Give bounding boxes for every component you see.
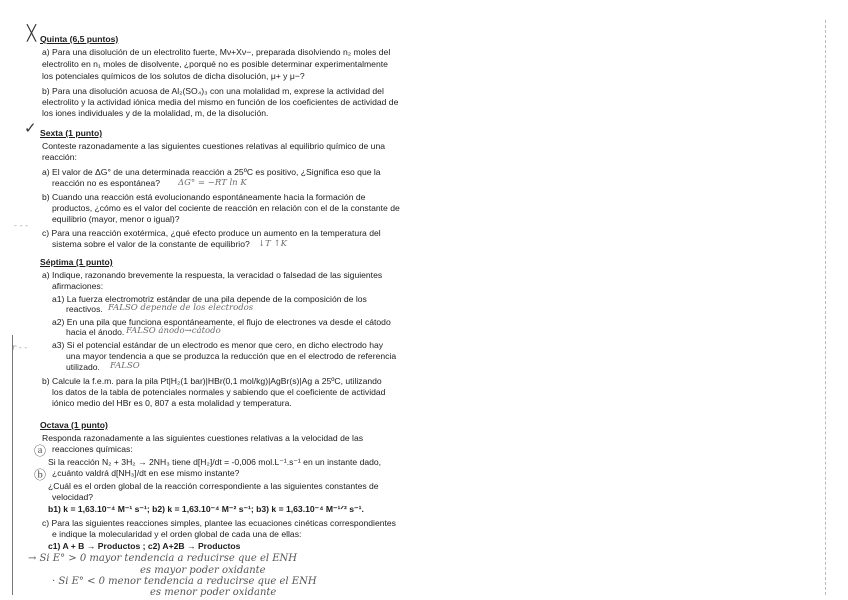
septima-a3-line3: utilizado. <box>66 362 100 372</box>
item-a-circled-mark-icon: ⓐ <box>34 444 47 458</box>
section-title-sexta: Sexta (1 punto) <box>40 128 103 138</box>
sexta-c-line2: sistema sobre el valor de la constante de equilibrio? <box>52 239 250 249</box>
octava-b-constants: b1) k = 1,63.10⁻⁴ M⁻¹ s⁻¹; b2) k = 1,63.10⁻⁴ M⁻² s⁻¹; b3) k = 1,63.10⁻⁴ M⁻¹ᐟ² s⁻¹. <box>48 504 364 514</box>
item-b-circled-mark-icon: ⓑ <box>34 468 47 482</box>
septima-a3-line2: una mayor tendencia a que se produzca la reducción que en el electrodo de referencia <box>66 351 397 361</box>
check-mark-icon: ✓ <box>24 120 37 137</box>
handwritten-note-line2: · Si E° < 0 menor tendencia a reducirse que el ENH <box>52 576 317 587</box>
septima-a3-line1: a3) Si el potencial estándar de un electrodo es menor que cero, en dicho electrodo hay <box>52 340 384 350</box>
octava-c-reactions: c1) A + B → Productos ; c2) A+2B → Productos <box>48 541 241 551</box>
sexta-b-line1: b) Cuando una reacción está evolucionando espontáneamente hacia la formación de <box>42 192 366 202</box>
section-title-septima: Séptima (1 punto) <box>40 257 113 267</box>
sexta-a-handwritten-note: ΔG° = −RT ln K <box>178 178 247 188</box>
sexta-b-line2: productos, ¿cómo es el valor del cociente de reacción en relación con el de la constante de <box>52 203 400 213</box>
octava-a-line1: Si la reacción N₂ + 3H₂ → 2NH₃ tiene d[H₂]/dt = -0,006 mol.L⁻¹.s⁻¹ en un instante dado, <box>48 457 382 467</box>
sexta-a-line2: reacción no es espontánea? <box>52 178 160 188</box>
septima-a2-handwritten-note: FALSO ánodo→cátodo <box>126 326 221 336</box>
octava-c-line2: e indique la molecularidad y el orden global de cada una de ellas: <box>52 529 302 539</box>
septima-a-line2: afirmaciones: <box>52 281 104 291</box>
sexta-a-line1: a) El valor de ΔG° de una determinada reacción a 25ºC es positivo, ¿Significa eso que la <box>42 167 381 177</box>
sexta-b-line3: equilibrio (mayor, menor o igual)? <box>52 214 180 224</box>
sexta-intro-line1: Conteste razonadamente a las siguientes cuestiones relativas al equilibrio químico de una <box>42 141 385 151</box>
section-title-octava: Octava (1 punto) <box>40 420 108 430</box>
octava-b-line2: velocidad? <box>52 492 94 502</box>
octava-intro-line2: reacciones químicas: <box>52 444 133 454</box>
septima-b-line2: los datos de la tabla de potenciales normales y sabiendo que el coeficiente de actividad <box>52 387 386 397</box>
septima-b-line3: iónico medio del HBr es 0, 807 a esta molalidad y temperatura. <box>52 398 292 408</box>
handwritten-note-line1b: es mayor poder oxidante <box>140 565 266 576</box>
octava-a-line2: ¿cuánto valdrá d[NH₃]/dt en ese mismo instante? <box>52 468 240 478</box>
septima-b-line1: b) Calcule la f.e.m. para la pila Pt|H₂(1 bar)|HBr(0,1 mol/kg)|AgBr(s)|Ag a 25ºC, utilizando <box>42 376 382 386</box>
quinta-a-line2: electrolito en n₁ moles de disolvente, ¿porqué no es posible determinar experimentalmente <box>42 59 388 69</box>
right-edge-line <box>825 20 826 595</box>
margin-dots: r - - <box>12 343 28 353</box>
section-title-quinta: Quinta (6,5 puntos) <box>40 34 119 44</box>
sexta-intro-line2: reacción: <box>42 152 77 162</box>
handwritten-note-line1: → Si E° > 0 mayor tendencia a reducirse que el ENH <box>28 553 298 564</box>
quinta-a-line1: a) Para una disolución de un electrolito fuerte, Mν+Xν−, preparada disolviendo n₂ moles del <box>42 47 391 57</box>
quinta-b-line3: los iones individuales y de la molalidad, m, de la disolución. <box>42 108 269 118</box>
septima-a1-handwritten-note: FALSO depende de los electrodos <box>108 303 254 313</box>
octava-c-line1: c) Para las siguientes reacciones simples, plantee las ecuaciones cinéticas correspondientes <box>42 518 396 528</box>
quinta-b-line1: b) Para una disolución acuosa de Al₂(SO₄)₃ con una molalidad m, exprese la actividad del <box>42 86 384 96</box>
septima-a-line1: a) Indique, razonando brevemente la respuesta, la veracidad o falsedad de las siguientes <box>42 270 383 280</box>
quinta-a-line3: los potenciales químicos de los solutos de dicha disolución, μ+ y μ−? <box>42 71 305 81</box>
sexta-c-line1: c) Para una reacción exotérmica, ¿qué efecto produce un aumento en la temperatura del <box>42 228 381 238</box>
septima-a1-line2: reactivos. <box>66 304 103 314</box>
septima-a2-line1: a2) En una pila que funciona espontáneamente, el flujo de electrones va desde el cátodo <box>52 317 391 327</box>
quinta-b-line2: electrolito y la actividad iónica media del mismo en función de los coeficientes de actividad de <box>42 97 399 107</box>
sexta-c-handwritten-note: ↓T ↑K <box>258 239 287 249</box>
octava-b-line1: ¿Cuál es el orden global de la reacción correspondiente a las siguientes constantes de <box>48 481 379 491</box>
left-margin-bracket <box>12 335 13 595</box>
septima-a1-line1: a1) La fuerza electromotriz estándar de una pila depende de la composición de los <box>52 294 367 304</box>
handwritten-note-line2b: es menor poder oxidante <box>150 587 277 598</box>
octava-intro-line1: Responda razonadamente a las siguientes cuestiones relativas a la velocidad de las <box>42 433 364 443</box>
septima-a2-line2: hacia el ánodo. <box>66 327 125 337</box>
septima-a3-handwritten-note: FALSO <box>110 361 140 371</box>
margin-dots: - - - <box>14 221 29 231</box>
cross-mark-icon: ╳ <box>27 25 37 42</box>
